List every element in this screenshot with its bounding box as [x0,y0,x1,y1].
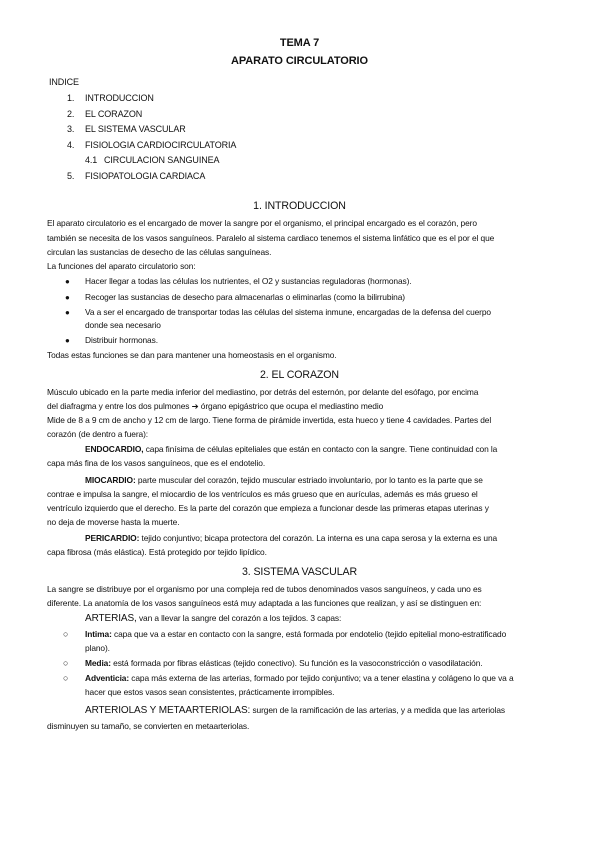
paragraph-line: también se necesita de los vasos sanguíneos. Paralelo al sistema cardiaco tenemos el sistema linfático que es el por el que [47,233,495,243]
paragraph-line: circulan las sustancias de desecho de las células sanguíneas. [47,247,272,257]
bullet-text: Distribuir hormonas. [85,335,158,345]
index-item-number: 5. [67,171,75,181]
index-heading: INDICE [49,77,79,87]
circle-bullet-icon: ○ [63,658,69,668]
index-item-label: FISIOPATOLOGIA CARDIACA [85,171,206,181]
text-run: capa más externa de las arterias, formado por tejido conjuntivo; va a tener elastina y colágeno lo que va a [129,673,514,683]
paragraph-line [85,533,497,544]
paragraph-line: Músculo ubicado en la parte media inferior del mediastino, por detrás del esternón, por delante del esófago, por encima [47,387,479,397]
bullet-icon: ● [65,308,70,317]
bullet-icon: ● [65,293,70,302]
term-label: ARTERIOLAS Y METAARTERIOLAS: [85,705,251,716]
circle-bullet-icon: ○ [63,629,69,639]
index-item-label: EL SISTEMA VASCULAR [85,124,186,134]
paragraph-line [85,613,341,624]
index-item-label: EL CORAZON [85,109,143,119]
term-label: Adventicia: [85,673,130,683]
paragraph-line [85,673,514,684]
paragraph-line: La sangre se distribuye por el organismo por una compleja red de tubos denominados vasos sanguíneos, y cada uno es [47,584,482,594]
section-heading-corazon: 2. EL CORAZON [260,369,339,381]
bullet-text: donde sea necesario [85,320,161,330]
paragraph-line [85,475,483,486]
term-label: MIOCARDIO: [85,475,136,485]
term-label: PERICARDIO: [85,533,140,543]
document-subtitle: APARATO CIRCULATORIO [231,55,368,67]
text-run: capa que va a estar en contacto con la sangre, está formada por endotelio (tejido epitelial mono-estratificado [111,629,507,639]
text-run: van a llevar la sangre del corazón a los tejidos. 3 capas: [136,613,342,623]
index-item-number: 4. [67,140,75,150]
paragraph-line: plano). [85,643,110,653]
bullet-text: Recoger las sustancias de desecho para almacenarlas o eliminarlas (como la bilirrubina) [85,292,405,302]
term-label: Media: [85,658,111,668]
bullet-icon: ● [65,336,70,345]
paragraph-line [85,444,497,455]
term-label: ARTERIAS, [85,613,137,624]
paragraph-line: El aparato circulatorio es el encargado de mover la sangre por el organismo, el principal encargado es el corazón, pero [47,218,477,228]
paragraph-line: corazón (de dentro a fuera): [47,429,149,439]
paragraph-line [85,629,506,640]
paragraph-line [85,658,483,669]
paragraph-line: contrae e impulsa la sangre, el miocardio de los ventrículos es más grueso que en aurículas, además es más grueso el [47,489,478,499]
text-run: tejido conjuntivo; bicapa protectora del corazón. La interna es una capa serosa y la externa es una [139,533,498,543]
paragraph-line: La funciones del aparato circulatorio son: [47,261,196,271]
text-run: del diafragma y entre los dos pulmones [47,401,190,411]
index-item-number: 4.1 [85,155,98,165]
paragraph-line: diferente. La anatomía de los vasos sanguíneos está muy adaptada a las funciones que realizan, y así se distinguen en: [47,598,482,608]
paragraph-line: Todas estas funciones se dan para mantener una homeostasis en el organismo. [47,350,337,360]
text-run: órgano epigástrico que ocupa el mediastino medio [200,401,384,411]
paragraph-line: capa fibrosa (más elástica). Está protegido por tejido lipídico. [47,547,267,557]
bullet-icon: ● [65,277,70,286]
index-item-number: 2. [67,109,75,119]
bullet-text: Va a ser el encargado de transportar todas las células del sistema inmune, encargadas de la defensa del cuerpo [85,307,491,317]
paragraph-line: disminuyen su tamaño, se convierten en metaarteriolas. [47,721,250,731]
term-label: Intima: [85,629,112,639]
paragraph-line: no deja de moverse hasta la muerte. [47,517,180,527]
index-item-label: FISIOLOGIA CARDIOCIRCULATORIA [85,140,237,150]
paragraph-line [85,705,505,716]
index-item-label: INTRODUCCION [85,93,154,103]
text-run: surgen de la ramificación de las arterias, y a medida que las arteriolas [250,705,506,715]
arrow-icon: ➔ [191,401,199,411]
term-label: ENDOCARDIO, [85,444,144,454]
index-item-label: CIRCULACION SANGUINEA [104,155,220,165]
paragraph-line: hacer que estos vasos sean consistentes, prácticamente irrompibles. [85,687,335,697]
section-heading-introduccion: 1. INTRODUCCION [253,200,346,212]
document-title: TEMA 7 [279,37,320,49]
text-run: parte muscular del corazón, tejido muscular estriado involuntario, por lo tanto es la parte que se [135,475,483,485]
circle-bullet-icon: ○ [63,673,69,683]
text-run: está formada por fibras elásticas (tejido conectivo). Su función es la vasoconstricción o vasodilatación. [110,658,483,668]
index-item-number: 3. [67,124,75,134]
section-heading-sistema-vascular: 3. SISTEMA VASCULAR [241,566,358,578]
paragraph-line: capa más fina de los vasos sanguíneos, que es el endotelio. [47,458,266,468]
paragraph-line: Mide de 8 a 9 cm de ancho y 12 cm de largo. Tiene forma de pirámide invertida, esta hueco y tiene 4 cavidades. Partes del [47,415,492,425]
index-item-number: 1. [67,93,75,103]
paragraph-line [47,401,383,412]
text-run: capa finísima de células epiteliales que están en contacto con la sangre. Tiene continuidad con la [143,444,498,454]
paragraph-line: ventrículo izquierdo que el derecho. Es la parte del corazón que empieza a funcionar desde las primeras etapas uterinas y [47,503,489,513]
bullet-text: Hacer llegar a todas las células los nutrientes, el O2 y sustancias reguladoras (hormonas). [85,276,412,286]
